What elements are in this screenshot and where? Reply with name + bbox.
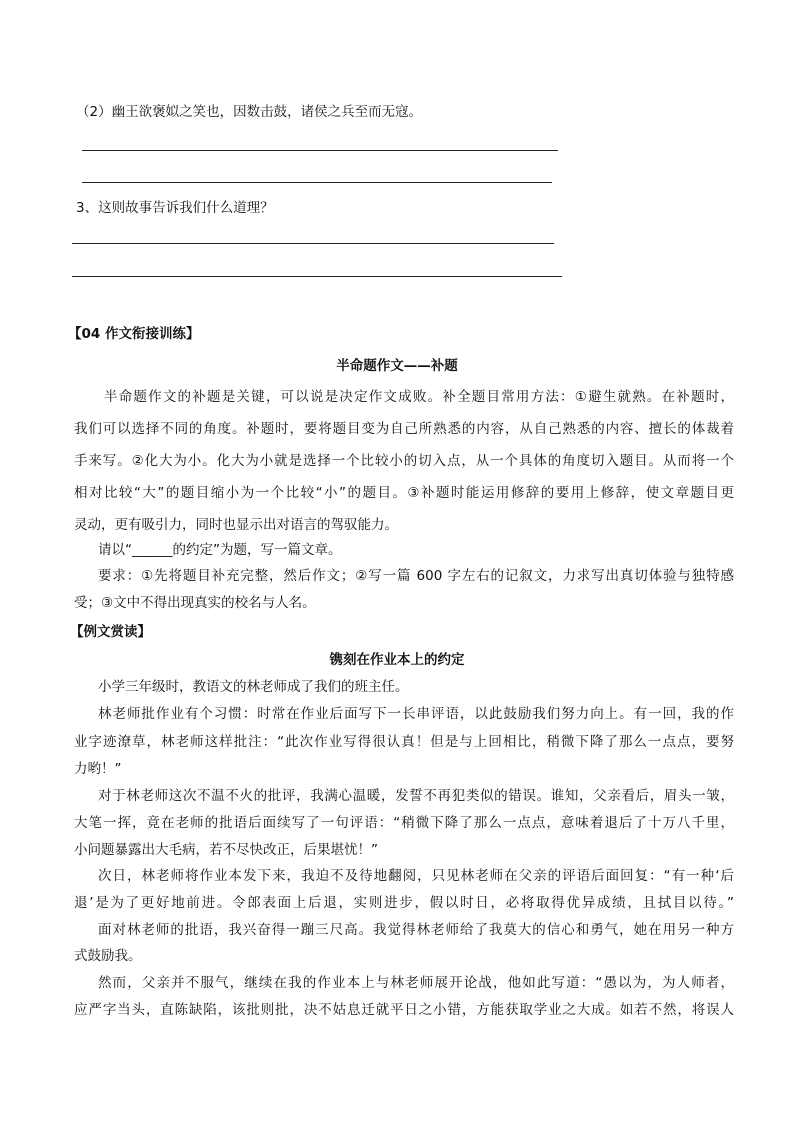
example-line: 对于林老师这次不温不火的批评，我满心温暖，发誓不再犯类似的错误。谁知，父亲看后，眉头一皱， xyxy=(98,788,734,804)
example-line: 然而，父亲并不服气，继续在我的作业本上与林老师展开论战，他如此写道：“愚以为，为人师者， xyxy=(98,975,734,991)
example-line: 小问题暴露出大毛病，若不尽快改正，后果堪忧！” xyxy=(74,842,378,858)
example-line: 面对林老师的批语，我兴奋得一蹦三尺高。我觉得林老师给了我莫大的信心和勇气，她在用另一种方 xyxy=(98,922,734,938)
example-line: 次日，林老师将作业本发下来，我迫不及待地翻阅，只见林老师在父亲的评语后面回复：“有一种‘后 xyxy=(98,868,734,884)
prompt-line: 请以“______的约定”为题，写一篇文章。 xyxy=(98,542,342,558)
requirements-line: 要求：①先将题目补充完整，然后作文；②写一篇 600 字左右的记叙文，力求写出真切体验与独特感 xyxy=(98,568,734,584)
example-line: 小学三年级时，教语文的林老师成了我们的班主任。 xyxy=(98,679,409,695)
requirements-line: 受；③文中不得出现真实的校名与人名。 xyxy=(74,595,316,611)
paragraph-line: 灵动，更有吸引力，同时也显示出对语言的驾驭能力。 xyxy=(74,517,398,533)
example-line: 业字迹潦草，林老师这样批注：“此次作业写得很认真！但是与上回相比，稍微下降了那么一点点，要努 xyxy=(74,734,734,750)
paragraph-line: 手来写。②化大为小。化大为小就是选择一个比较小的切入点，从一个具体的角度切入题目。从而将一个 xyxy=(74,453,734,469)
example-line: 退’是为了更好地前进。令郎表面上后退，实则进步，假以时日，必将取得优异成绩，且拭目以待。” xyxy=(74,895,734,911)
question-3-text: 3、这则故事告诉我们什么道理？ xyxy=(76,200,274,216)
example-line: 应严字当头，直陈缺陷，该批则批，决不姑息迁就平日之小错，方能获取学业之大成。如若不然，将误人 xyxy=(74,1002,734,1018)
answer-line-3 xyxy=(72,243,554,244)
answer-line-1 xyxy=(82,150,558,151)
paragraph-line: 半命题作文的补题是关键，可以说是决定作文成败。补全题目常用方法：①避生就熟。在补题时， xyxy=(104,389,734,405)
example-label: 【例文赏读】 xyxy=(70,624,151,640)
example-line: 式鼓励我。 xyxy=(74,948,142,964)
question-2-text: （2）幽王欲褒姒之笑也，因数击鼓，诸侯之兵至而无寇。 xyxy=(76,104,423,120)
paragraph-line: 我们可以选择不同的角度。补题时，要将题目变为自己所熟悉的内容，从自己熟悉的内容、擅长的体裁着 xyxy=(74,421,734,437)
section-heading: 【04 作文衔接训练】 xyxy=(68,326,200,342)
example-line: 林老师批作业有个习惯：时常在作业后面写下一长串评语，以此鼓励我们努力向上。有一回，我的作 xyxy=(98,706,734,722)
example-title: 镌刻在作业本上的约定 xyxy=(329,652,465,668)
example-line: 力哟！” xyxy=(74,761,122,777)
answer-line-4 xyxy=(72,276,562,277)
answer-line-2 xyxy=(82,182,552,183)
paragraph-line: 相对比较“大”的题目缩小为一个比较“小”的题目。③补题时能运用修辞的要用上修辞，使文章题目更 xyxy=(74,485,734,501)
example-line: 大笔一挥，竟在老师的批语后面续写了一句评语：“稍微下降了那么一点点，意味着退后了十万八千里， xyxy=(74,815,734,831)
section-subtitle: 半命题作文——补题 xyxy=(336,358,458,374)
